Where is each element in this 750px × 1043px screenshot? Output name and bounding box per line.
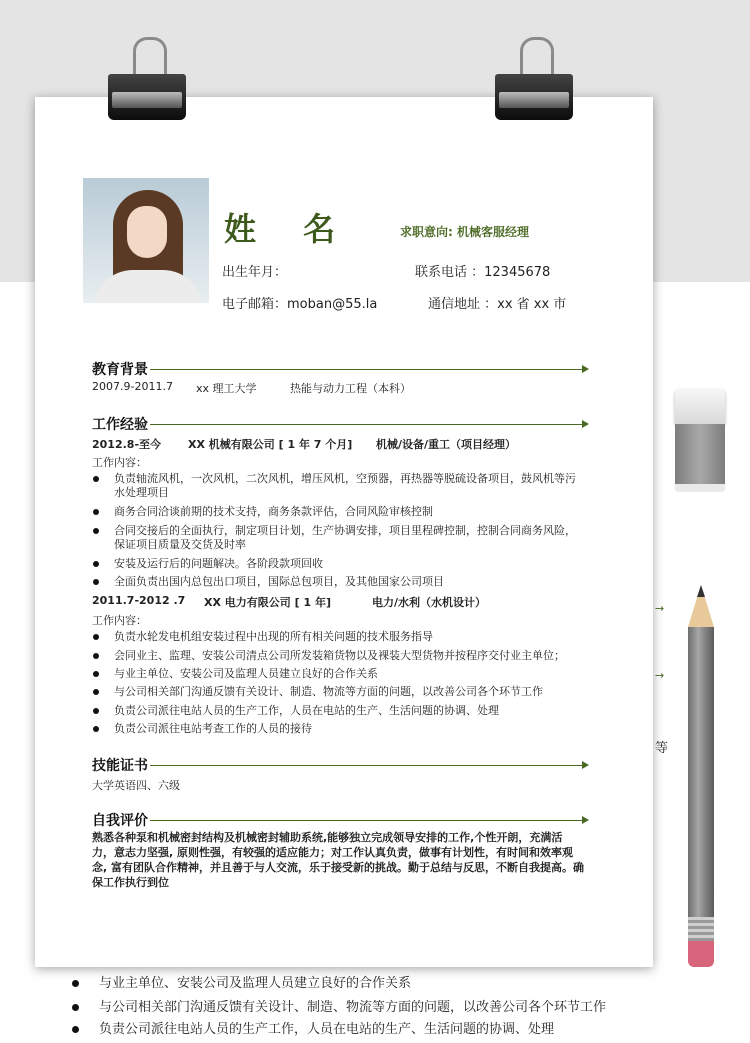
- bullet-icon: [93, 671, 99, 677]
- job-company: XX 电力有限公司 [ 1 年]: [204, 596, 331, 609]
- list-item: 会同业主、监理、安装公司清点公司所发装箱货物以及裸装大型货物并按程序交付业主单位；: [92, 649, 587, 663]
- section-work: [92, 414, 587, 432]
- birth-date: 出生年月：: [222, 265, 288, 280]
- list-item: 安装及运行后的问题解决。各阶段款项回收: [92, 557, 587, 571]
- profile-photo: [83, 178, 209, 303]
- bullet-icon: [72, 1026, 79, 1033]
- list-item: 负责公司派往电站人员的生产工作，人员在电站的生产、生活问题的协调、处理: [92, 704, 587, 718]
- phone: 联系电话 ：12345678: [415, 265, 551, 280]
- binder-clip-icon: [495, 74, 573, 120]
- edu-period: 2007.9-2011.7: [92, 380, 173, 393]
- list-item: 负责轴流风机，一次风机，二次风机，增压风机，空预器，再热器等脱硫设备项目，鼓风机等污水处理项目: [92, 472, 587, 500]
- background-text-line: 负责公司派往电站人员的生产工作，人员在电站的生产、生活问题的协调、处理: [72, 1018, 554, 1037]
- job-header: [92, 436, 587, 450]
- job-role: 电力/水利（水机设计）: [372, 596, 487, 609]
- list-item: 合同交接后的全面执行，制定项目计划，生产协调安排，项目里程碑控制，控制合同商务风险，保证项目质量及交货及时率: [92, 524, 587, 552]
- email: 电子邮箱：moban@55.la: [222, 297, 378, 312]
- bullet-icon: [93, 653, 99, 659]
- background-edge-char: 等: [655, 741, 669, 756]
- section-self: [92, 810, 587, 828]
- job-content-label: 工作内容：: [92, 456, 147, 469]
- bullet-icon: [93, 726, 99, 732]
- arrow-icon: →: [655, 669, 665, 682]
- bullet-icon: [93, 708, 99, 714]
- candidate-name: 姓 名: [224, 210, 354, 248]
- bullet-icon: [93, 579, 99, 585]
- bullet-icon: [93, 561, 99, 567]
- job-header: [92, 594, 587, 608]
- list-item: 与业主单位、安装公司及监理人员建立良好的合作关系: [92, 667, 587, 681]
- bullet-icon: [93, 634, 99, 640]
- section-title: 自我评价: [92, 810, 150, 830]
- education-row: [92, 380, 587, 394]
- job-company: XX 机械有限公司 [ 1 年 7 个月]: [188, 438, 353, 451]
- section-title: 技能证书: [92, 755, 150, 775]
- list-item: 与公司相关部门沟通反馈有关设计、制造、物流等方面的问题，以改善公司各个环节工作: [92, 685, 587, 699]
- edu-major: 热能与动力工程（本科）: [290, 382, 411, 395]
- bullet-icon: [93, 689, 99, 695]
- edu-school: xx 理工大学: [196, 382, 257, 395]
- bullet-icon: [72, 1004, 79, 1011]
- section-title: 教育背景: [92, 359, 150, 379]
- job-content-label: 工作内容：: [92, 614, 147, 627]
- section-skills: [92, 755, 587, 773]
- self-evaluation: 熟悉各种泵和机械密封结构及机械密封辅助系统,能够独立完成领导安排的工作,个性开朗，充满活力，意志力坚强, 原则性强，有较强的适应能力；对工作认真负责，做事有计划性，有时间和效率观念, 富有团队合作精神，并且善于与人交流，乐于接受新的挑战。勤于总结与反思，不断自我提高。确保工作执行到位: [92, 831, 585, 889]
- list-item: 商务合同洽谈前期的技术支持，商务条款评估，合同风险审核控制: [92, 505, 587, 519]
- eraser-icon: [675, 390, 725, 500]
- section-education: [92, 359, 587, 377]
- bullet-icon: [93, 476, 99, 482]
- job-period: 2012.8-至今: [92, 438, 162, 451]
- job-role: 机械/设备/重工（项目经理）: [376, 438, 517, 451]
- list-item: 全面负责出国内总包出口项目，国际总包项目，及其他国家公司项目: [92, 575, 587, 589]
- skills-text: 大学英语四、六级: [92, 779, 180, 792]
- job-period: 2011.7-2012 .7: [92, 594, 186, 607]
- arrow-icon: →: [655, 602, 665, 615]
- job-intent: 求职意向: 机械客服经理: [400, 225, 529, 239]
- bullet-icon: [93, 528, 99, 534]
- address: 通信地址 ：xx 省 xx 市: [428, 297, 567, 312]
- background-text-line: 与公司相关部门沟通反馈有关设计、制造、物流等方面的问题，以改善公司各个环节工作: [72, 996, 606, 1015]
- list-item: 负责水轮发电机组安装过程中出现的所有相关问题的技术服务指导: [92, 630, 587, 644]
- bullet-icon: [72, 980, 79, 987]
- pencil-icon: [688, 585, 714, 975]
- section-title: 工作经验: [92, 414, 150, 434]
- binder-clip-icon: [108, 74, 186, 120]
- background-text-line: 与业主单位、安装公司及监理人员建立良好的合作关系: [72, 972, 411, 991]
- bullet-icon: [93, 509, 99, 515]
- list-item: 负责公司派往电站考查工作的人员的接待: [92, 722, 587, 736]
